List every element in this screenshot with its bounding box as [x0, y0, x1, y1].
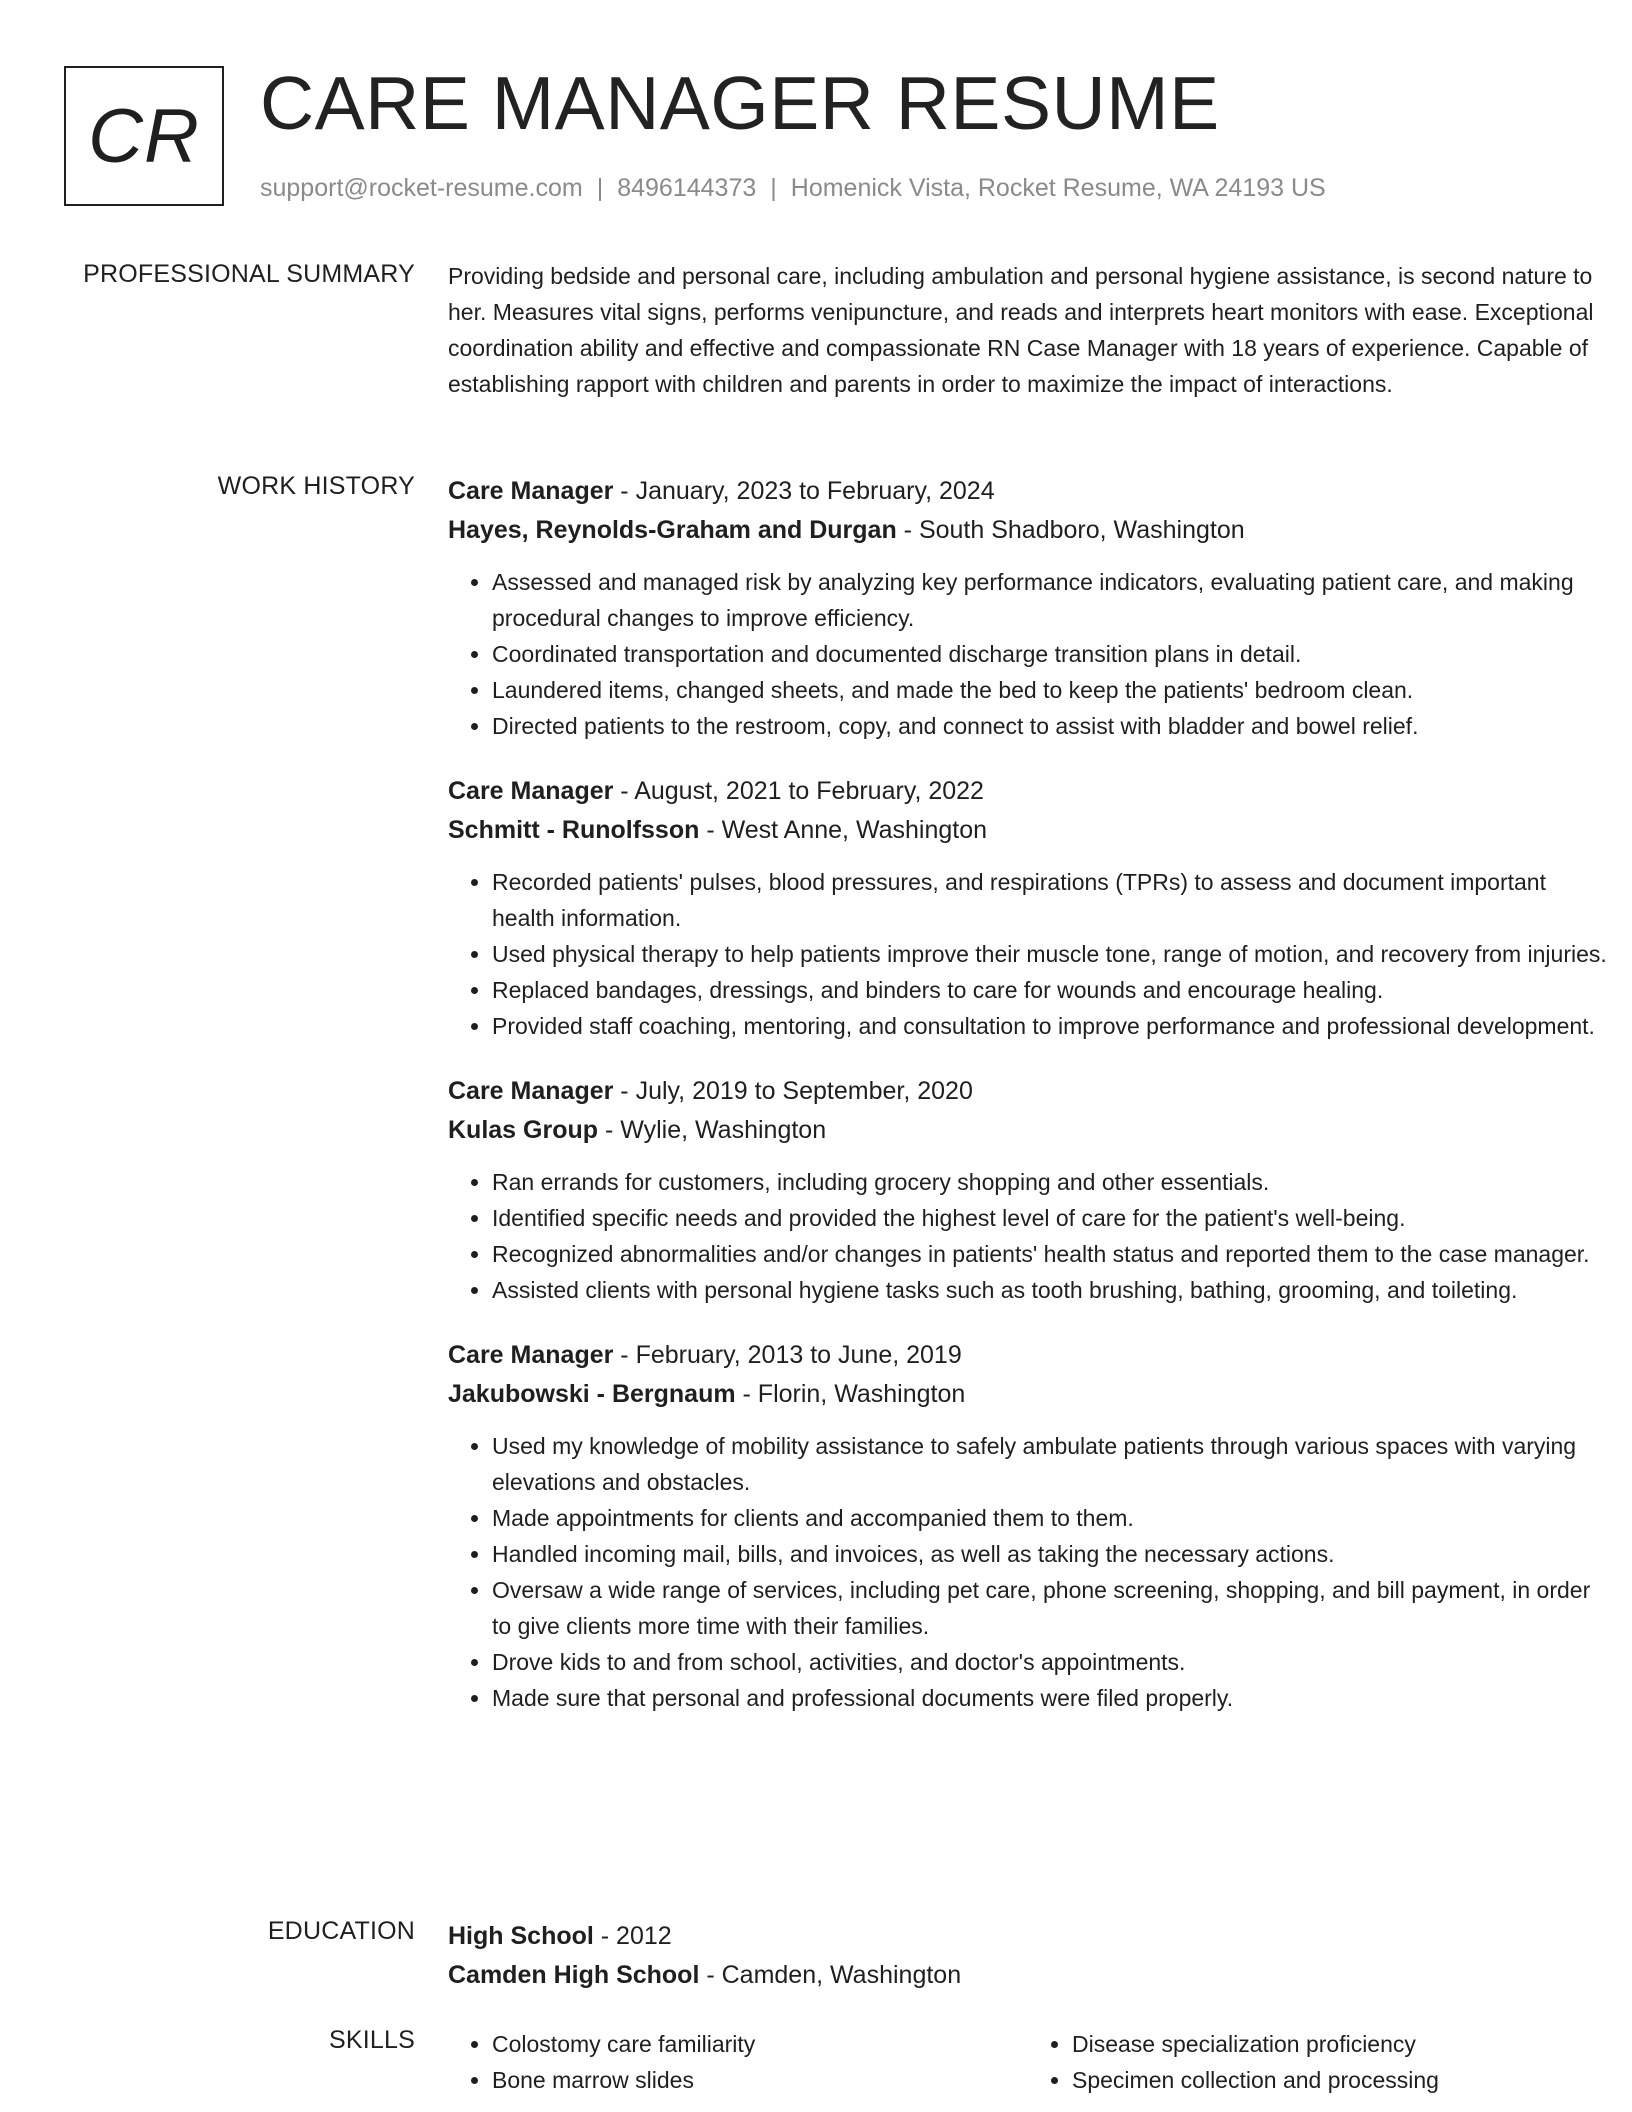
list-item: • Laundered items, changed sheets, and made the bed to keep the patients' bedroom clean. — [492, 672, 1608, 708]
job-location: - Florin, Washington — [735, 1380, 966, 1408]
job-company: Jakubowski - Bergnaum — [448, 1380, 736, 1408]
job-dates: - July, 2019 to September, 2020 — [613, 1077, 973, 1105]
list-item: • Assessed and managed risk by analyzing key performance indicators, evaluating patient care, and making procedural changes to improve efficiency. — [492, 564, 1608, 636]
work-history-body — [448, 472, 1608, 1744]
list-item: • Disease specialization proficiency — [1072, 2026, 1608, 2062]
list-item: • Made sure that personal and professional documents were filed properly. — [492, 1680, 1608, 1716]
list-item: • Directed patients to the restroom, copy, and connect to assist with bladder and bowel relief. — [492, 708, 1608, 744]
job-title-line — [448, 472, 1608, 511]
skills-grid — [448, 2026, 1608, 2098]
job-company: Hayes, Reynolds-Graham and Durgan — [448, 516, 897, 544]
job-company-line — [448, 811, 1608, 850]
job-title: Care Manager — [448, 477, 614, 505]
summary-text: Providing bedside and personal care, including ambulation and personal hygiene assistance, is second nature to her. Measures vital signs, performs venipuncture, and reads and interprets heart monitors with ease. Exceptional coordination ability and effective and compassionate RN Case Manager with 18 years of experience. Capable of establishing rapport with children and parents in order to maximize the impact of interactions. — [448, 263, 1594, 397]
list-item: • Colostomy care familiarity — [492, 2026, 1028, 2062]
job-entry — [448, 472, 1608, 744]
list-item: • Replaced bandages, dressings, and binders to care for wounds and encourage healing. — [492, 972, 1608, 1008]
job-bullets — [448, 1428, 1608, 1716]
education-degree: High School — [448, 1922, 594, 1950]
job-location: - South Shadboro, Washington — [896, 516, 1245, 544]
education-heading: EDUCATION — [267, 1917, 415, 1945]
list-item: • Coordinated transportation and documented discharge transition plans in detail. — [492, 636, 1608, 672]
job-title-line — [448, 772, 1608, 811]
list-item: • Recorded patients' pulses, blood pressures, and respirations (TPRs) to assess and document important health information. — [492, 864, 1608, 936]
contact-separator: | — [596, 174, 604, 202]
resume-title: CARE MANAGER RESUME — [260, 61, 1220, 145]
list-item: • Provided staff coaching, mentoring, and consultation to improve performance and professional development. — [492, 1008, 1608, 1044]
job-location: - Wylie, Washington — [598, 1116, 827, 1144]
job-company: Kulas Group — [448, 1116, 599, 1144]
list-item: • Drove kids to and from school, activities, and doctor's appointments. — [492, 1644, 1608, 1680]
summary-body — [448, 258, 1608, 402]
job-company-line — [448, 511, 1608, 550]
job-title-line — [448, 1072, 1608, 1111]
job-bullets — [448, 864, 1608, 1044]
job-bullets — [448, 1164, 1608, 1308]
list-item: • Made appointments for clients and accompanied them to them. — [492, 1500, 1608, 1536]
contact-address: Homenick Vista, Rocket Resume, WA 24193 US — [790, 174, 1326, 202]
job-dates: - February, 2013 to June, 2019 — [613, 1341, 962, 1369]
job-company-line — [448, 1375, 1608, 1414]
list-item: • Specimen collection and processing — [1072, 2062, 1608, 2098]
job-entry — [448, 1072, 1608, 1308]
education-school: Camden High School — [448, 1961, 700, 1989]
resume-header — [64, 61, 1568, 210]
skills-column-right — [1028, 2026, 1608, 2098]
skills-heading: SKILLS — [329, 2026, 415, 2054]
job-title-line — [448, 1336, 1608, 1375]
list-item: • Used my knowledge of mobility assistance to safely ambulate patients through various spaces with varying elevations and obstacles. — [492, 1428, 1608, 1500]
monogram-logo: CR — [64, 66, 224, 206]
summary-heading: PROFESSIONAL SUMMARY — [83, 260, 415, 288]
education-year: - 2012 — [593, 1922, 672, 1950]
job-bullets — [448, 564, 1608, 744]
list-item: • Ran errands for customers, including grocery shopping and other essentials. — [492, 1164, 1608, 1200]
contact-separator: | — [770, 174, 777, 202]
list-item: • Oversaw a wide range of services, including pet care, phone screening, shopping, and bill payment, in order to give clients more time with their families. — [492, 1572, 1608, 1644]
job-dates: - January, 2023 to February, 2024 — [613, 477, 995, 505]
job-title: Care Manager — [448, 1341, 614, 1369]
education-location: - Camden, Washington — [699, 1961, 962, 1989]
job-company-line — [448, 1111, 1608, 1150]
education-body — [448, 1917, 1608, 1995]
list-item: • Handled incoming mail, bills, and invoices, as well as taking the necessary actions. — [492, 1536, 1608, 1572]
job-dates: - August, 2021 to February, 2022 — [613, 777, 984, 805]
list-item: • Identified specific needs and provided the highest level of care for the patient's well-being. — [492, 1200, 1608, 1236]
list-item: • Recognized abnormalities and/or changes in patients' health status and reported them to the case manager. — [492, 1236, 1608, 1272]
skills-body — [448, 2026, 1608, 2098]
list-item: • Assisted clients with personal hygiene tasks such as tooth brushing, bathing, grooming, and toileting. — [492, 1272, 1608, 1308]
contact-phone[interactable]: 8496144373 — [617, 174, 757, 202]
education-degree-line — [448, 1917, 1608, 1956]
job-title: Care Manager — [448, 777, 614, 805]
contact-line — [260, 174, 1326, 203]
list-item: • Used physical therapy to help patients improve their muscle tone, range of motion, and recovery from injuries. — [492, 936, 1608, 972]
skills-column-left — [448, 2026, 1028, 2098]
contact-email[interactable]: support@rocket-resume.com — [260, 174, 583, 202]
job-company: Schmitt - Runolfsson — [448, 816, 700, 844]
job-entry — [448, 772, 1608, 1044]
job-location: - West Anne, Washington — [699, 816, 988, 844]
work-history-heading: WORK HISTORY — [217, 472, 415, 500]
job-title: Care Manager — [448, 1077, 614, 1105]
list-item: • Bone marrow slides — [492, 2062, 1028, 2098]
job-entry — [448, 1336, 1608, 1716]
education-school-line — [448, 1956, 1608, 1995]
